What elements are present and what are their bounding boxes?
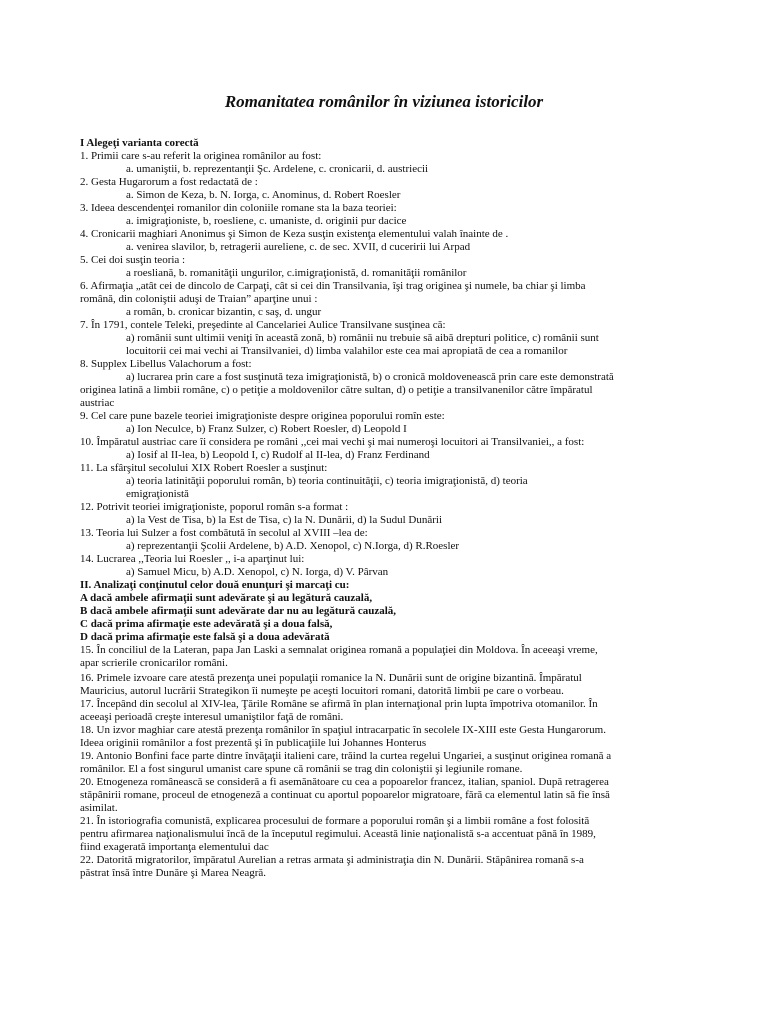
question-text: 13. Teoria lui Sulzer a fost combătută în secolul al XVIII –lea de:: [80, 527, 368, 539]
question-6: [80, 280, 712, 319]
question-text: 3. Ideea descendenţei romanilor din coloniile romane sta la baza teoriei:: [80, 202, 397, 214]
question-14: [80, 553, 712, 579]
legend-a: A dacă ambele afirmaţii sunt adevărate şi au legătură cauzală,: [80, 592, 373, 604]
statement-line: asimilat.: [80, 802, 118, 814]
legend-c: C dacă prima afirmaţie este adevărată şi a doua falsă,: [80, 618, 333, 630]
question-text: 1. Primii care s-au referit la originea românilor au fost:: [80, 150, 322, 162]
question-text: 2. Gesta Hugarorum a fost redactată de :: [80, 176, 258, 188]
document-title: Romanitatea românilor în viziunea istoricilor: [224, 92, 544, 111]
statement-line: pentru afirmarea naţionalismului încă de la începutul regimului. Această linie naţionalistă s-a accentuat până în 1989,: [80, 828, 596, 840]
answer-options: a) lucrarea prin care a fost susţinută teza imigraţionistă, b) o cronică moldovenească prin care este demonstrată: [126, 371, 614, 383]
answer-options: a. venirea slavilor, b, retragerii aureliene, c. de sec. XVII, d cuceririi lui Arpad: [126, 241, 471, 253]
statement-19: [80, 750, 712, 776]
question-text: 6. Afirmaţia „atât cei de dincolo de Carpaţi, cât si cei din Transilvania, îşi trag originea şi numele, ba chiar şi limba: [80, 280, 586, 292]
question-text: 7. În 1791, contele Teleki, preşedinte al Cancelariei Aulice Transilvane susţinea că:: [80, 319, 446, 331]
answer-options: a) teoria latinităţii poporului român, b) teoria continuităţii, c) teoria imigraţionistă, d) teoria: [126, 475, 528, 487]
answer-options: a. imigraţioniste, b, roesliene, c. umaniste, d. originii pur dacice: [126, 215, 407, 227]
question-text: 10. Împăratul austriac care îi considera pe români ,,cei mai vechi şi mai numeroşi locuitori ai Transilvaniei,, a fost:: [80, 436, 585, 448]
statement-18: [80, 724, 712, 750]
legend-d: D dacă prima afirmaţie este falsă şi a doua adevărată: [80, 631, 330, 643]
question-4: [80, 228, 712, 254]
statement-line: stăpânirii romane, proceul de etnogeneză a continuat cu aportul popoarelor migratoare, fără ca elementul latin să fie însă: [80, 789, 610, 801]
statement-line: 21. În istoriografia comunistă, explicarea procesului de formare a poporului român şi a limbii române a fost folosită: [80, 815, 590, 827]
statement-line: 19. Antonio Bonfini face parte dintre învăţaţii italieni care, trăind la curtea regelui Ungariei, a susţinut originea romană a: [80, 750, 612, 762]
question-7: [80, 319, 712, 358]
answer-options: a) Ion Neculce, b) Franz Sulzer, c) Robert Roesler, d) Leopold I: [126, 423, 407, 435]
answer-options: a. umaniştii, b. reprezentanţii Şc. Ardelene, c. cronicarii, d. austriecii: [126, 163, 429, 175]
statement-line: românilor. El a fost singurul umanist care spune că românii se trag din coloniştii şi legiunile romane.: [80, 763, 523, 775]
statement-15: [80, 644, 712, 670]
statement-line: 16. Primele izvoare care atestă prezenţa unei populaţii romanice la N. Dunării sunt de origine bizantină. Împăratul: [80, 672, 582, 684]
legend-b: B dacă ambele afirmaţii sunt adevărate dar nu au legătură cauzală,: [80, 605, 397, 617]
question-text: 8. Supplex Libellus Valachorum a fost:: [80, 358, 252, 370]
question-text-cont: română, din coloniştii aduşi de Traian” aparţine unui :: [80, 293, 318, 305]
question-3: [80, 202, 712, 228]
question-text: 4. Cronicarii maghiari Anonimus şi Simon de Keza susţin existenţa elementului valah înainte de .: [80, 228, 509, 240]
answer-options: a român, b. cronicar bizantin, c saş, d. ungur: [126, 306, 322, 318]
answer-options-cont: emigraţionistă: [126, 488, 189, 500]
question-text: 5. Cei doi susţin teoria :: [80, 254, 186, 266]
statement-line: 17. Începând din secolul al XIV-lea, Ţările Române se afirmă în plan internaţional prin lupta împotriva otomanilor. În: [80, 698, 598, 710]
statement-21: [80, 815, 712, 854]
question-text: 11. La sfârşitul secolului XIX Robert Roesler a susţinut:: [80, 462, 328, 474]
answer-options: a roesliană, b. romanităţii ungurilor, c.imigraţionistă, d. romanităţii românilor: [126, 267, 467, 279]
answer-options-cont: originea latină a limbii române, c) o petiţie a moldovenilor către sultan, d) o petiţie a transilvanenilor către împăratul: [80, 384, 593, 396]
question-8: [80, 358, 712, 410]
question-11: [80, 462, 712, 501]
answer-options-cont: locuitorii cei mai vechi ai Transilvaniei, d) limba valahilor este cea mai apropiată de cea a romanilor: [126, 345, 568, 357]
question-text: 12. Potrivit teoriei imigraţioniste, poporul român s-a format :: [80, 501, 349, 513]
section2-heading: II. Analizaţi conţinutul celor două enunţuri şi marcaţi cu:: [80, 579, 350, 591]
answer-options: a) la Vest de Tisa, b) la Est de Tisa, c) la N. Dunării, d) la Sudul Dunării: [126, 514, 443, 526]
statement-16: [80, 672, 712, 698]
question-5: [80, 254, 712, 280]
statement-line: fiind exagerată importanţa elementului dac: [80, 841, 269, 853]
statement-line: 20. Etnogeneza românească se consideră a fi asemănătoare cu cea a popoarelor francez, italian, spaniol. După retragerea: [80, 776, 609, 788]
statement-17: [80, 698, 712, 724]
answer-options: a) românii sunt ultimii veniţi în această zonă, b) românii nu trebuie să aibă drepturi politice, c) românii sunt: [126, 332, 599, 344]
question-text: 14. Lucrarea ,,Teoria lui Roesler ,, i-a aparţinut lui:: [80, 553, 305, 565]
statement-line: 18. Un izvor maghiar care atestă prezenţa românilor în spaţiul intracarpatic în secolele IX-XIII este Gesta Hungarorum.: [80, 724, 606, 736]
statement-22: [80, 854, 712, 880]
question-text: 9. Cel care pune bazele teoriei imigraţioniste despre originea poporului romîn este:: [80, 410, 445, 422]
question-9: [80, 410, 712, 436]
statement-line: 22. Datorită migratorilor, împăratul Aurelian a retras armata şi administraţia din N. Dunării. Stăpânirea romană s-a: [80, 854, 584, 866]
statement-line: Mauricius, autorul lucrării Strategikon îi numeşte pe aceşti locuitori romani, datorită limbii pe care o vorbeau.: [80, 685, 564, 697]
question-12: [80, 501, 712, 527]
section1-heading: I Alegeţi varianta corectă: [80, 137, 199, 149]
question-10: [80, 436, 712, 462]
answer-options: a. Simon de Keza, b. N. Iorga, c. Anominus, d. Robert Roesler: [126, 189, 401, 201]
answer-options: a) Samuel Micu, b) A.D. Xenopol, c) N. Iorga, d) V. Pârvan: [126, 566, 389, 578]
statement-line: aceeaşi perioadă creşte interesul umaniştilor faţă de români.: [80, 711, 344, 723]
answer-options-cont: austriac: [80, 397, 115, 409]
statement-line: apar scrierile cronicarilor români.: [80, 657, 228, 669]
statement-line: păstrat însă între Dunăre şi Marea Neagră.: [80, 867, 267, 879]
statement-line: Ideea originii românilor a fost prezentă şi în publicaţiile lui Johannes Honterus: [80, 737, 427, 749]
answer-options: a) Iosif al II-lea, b) Leopold I, c) Rudolf al II-lea, d) Franz Ferdinand: [126, 449, 430, 461]
answer-options: a) reprezentanţii Şcolii Ardelene, b) A.D. Xenopol, c) N.Iorga, d) R.Roesler: [126, 540, 460, 552]
question-1: [80, 150, 712, 176]
statement-line: 15. În conciliul de la Lateran, papa Jan Laski a semnalat originea romană a populaţiei din Moldova. În aceeaşi vreme,: [80, 644, 598, 656]
document-body: [80, 137, 712, 880]
statement-20: [80, 776, 712, 815]
question-2: [80, 176, 712, 202]
question-13: [80, 527, 712, 553]
